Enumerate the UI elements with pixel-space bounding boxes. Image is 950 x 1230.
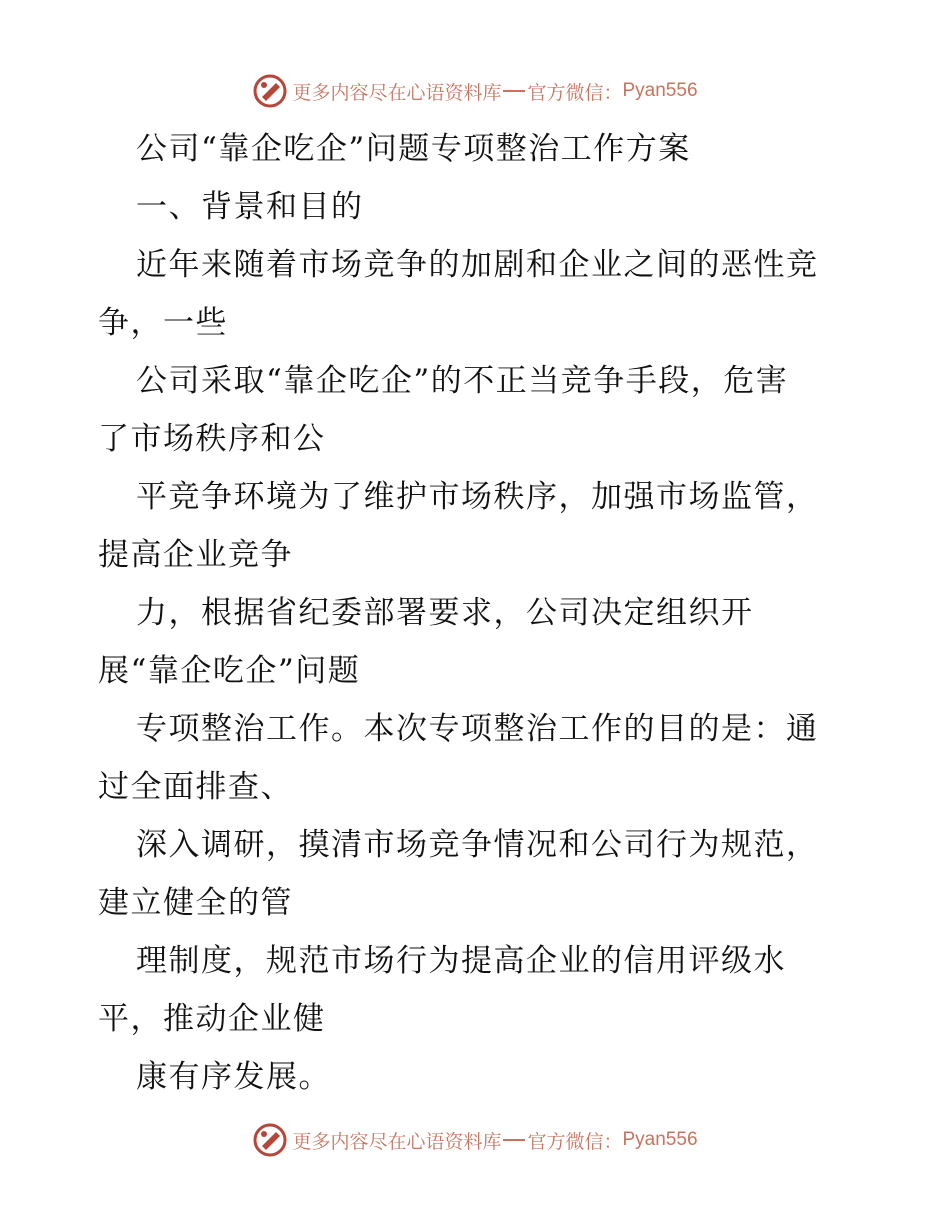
- header-banner: [0, 71, 950, 111]
- section-heading: 一、背景和目的: [136, 189, 364, 225]
- paragraph-line: 建立健全的管: [98, 885, 293, 921]
- banner-wechat-id: Pyan556: [622, 1129, 698, 1150]
- document-title: 公司“靠企吃企”问题专项整治工作方案: [136, 131, 691, 167]
- banner-dash: [503, 90, 525, 92]
- paragraph-line: 了市场秩序和公: [98, 421, 326, 457]
- document-body: [98, 120, 858, 1106]
- paragraph-line: 公司采取“靠企吃企”的不正当竞争手段，危害: [136, 363, 789, 399]
- paragraph-line: 力，根据省纪委部署要求，公司决定组织开: [136, 595, 754, 631]
- paragraph-line: 过全面排查、: [98, 769, 293, 805]
- banner-wechat-label: 官方微信：: [527, 81, 623, 104]
- paragraph-line: 近年来随着市场竞争的加剧和企业之间的恶性竞: [136, 247, 819, 283]
- paragraph-line: 展“靠企吃企”问题: [98, 653, 361, 689]
- paragraph-line: 深入调研，摸清市场竞争情况和公司行为规范，: [136, 827, 819, 863]
- paragraph-line: 专项整治工作。本次专项整治工作的目的是：通: [136, 711, 819, 747]
- banner-wechat-label: 官方微信：: [527, 1130, 623, 1153]
- logo-icon: [252, 1122, 288, 1158]
- footer-banner: [0, 1120, 950, 1160]
- banner-text: 更多内容尽在心语资料库: [292, 81, 502, 104]
- logo-icon: [252, 73, 288, 109]
- paragraph-line: 康有序发展。: [136, 1059, 331, 1095]
- paragraph-line: 提高企业竞争: [98, 537, 293, 573]
- paragraph-line: 争，一些: [98, 305, 228, 341]
- banner-dash: [503, 1139, 525, 1141]
- paragraph-line: 平，推动企业健: [98, 1001, 326, 1037]
- paragraph-line: 平竞争环境为了维护市场秩序，加强市场监管，: [136, 479, 819, 515]
- banner-wechat-id: Pyan556: [622, 80, 698, 101]
- banner-text: 更多内容尽在心语资料库: [292, 1130, 502, 1153]
- paragraph-line: 理制度，规范市场行为提高企业的信用评级水: [136, 943, 786, 979]
